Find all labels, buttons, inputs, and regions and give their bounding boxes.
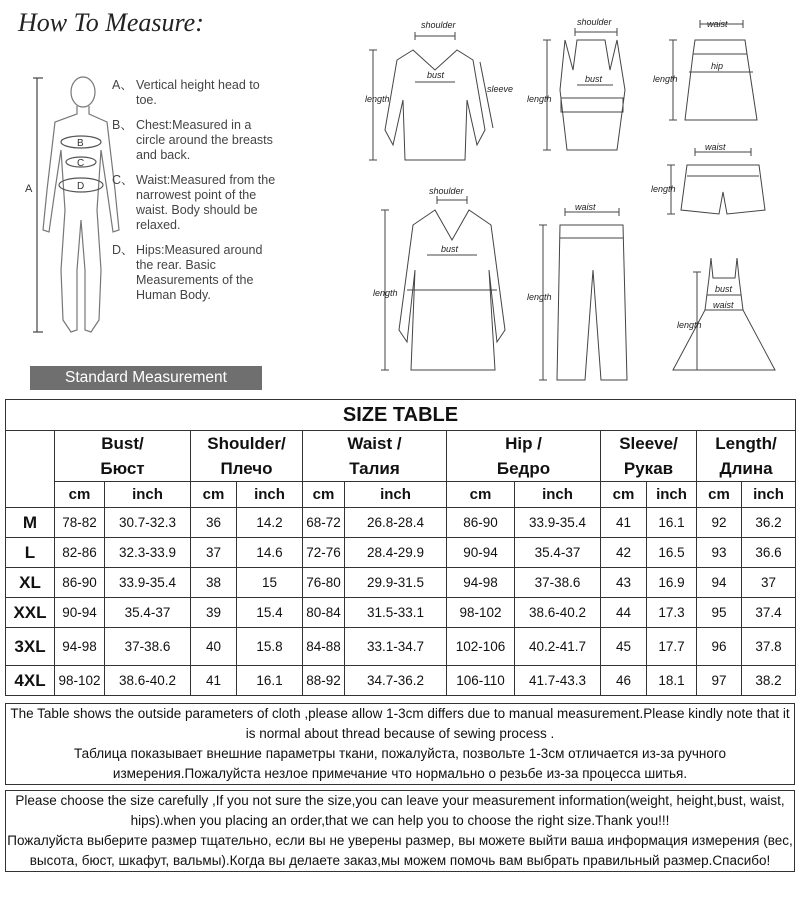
- how-to-measure-title: How To Measure:: [18, 8, 204, 37]
- size-value: 37: [191, 538, 237, 568]
- size-value: 76-80: [303, 568, 345, 598]
- size-value: 41: [601, 508, 647, 538]
- size-value: 37-38.6: [515, 568, 601, 598]
- size-value: 46: [601, 666, 647, 696]
- size-value: 93: [697, 538, 742, 568]
- size-value: 30.7-32.3: [105, 508, 191, 538]
- coat-length-label: length: [373, 288, 398, 298]
- label-d: D: [77, 181, 85, 192]
- size-value: 28.4-29.9: [345, 538, 447, 568]
- blank-corner: [6, 431, 55, 508]
- size-table-title: SIZE TABLE: [6, 400, 796, 431]
- label-a: A: [25, 183, 33, 195]
- size-label: 4XL: [6, 666, 55, 696]
- col-shoulder: Shoulder/ Плечо: [191, 431, 303, 482]
- unit-cell: inch: [515, 482, 601, 508]
- size-value: 41.7-43.3: [515, 666, 601, 696]
- size-value: 102-106: [447, 628, 515, 666]
- unit-cell: cm: [303, 482, 345, 508]
- size-value: 96: [697, 628, 742, 666]
- size-value: 38.2: [742, 666, 796, 696]
- col-length: Length/ Длина: [697, 431, 796, 482]
- size-value: 36.6: [742, 538, 796, 568]
- size-table: [5, 399, 796, 696]
- size-value: 35.4-37: [515, 538, 601, 568]
- size-label: L: [6, 538, 55, 568]
- size-value: 90-94: [55, 598, 105, 628]
- size-value: 33.1-34.7: [345, 628, 447, 666]
- table-row: [6, 508, 796, 538]
- measurement-item: B、 Chest:Measured in a circle around the breasts and back.: [112, 118, 273, 162]
- shorts-length-label: length: [651, 184, 676, 194]
- size-value: 40.2-41.7: [515, 628, 601, 666]
- skirt-length-label: length: [653, 74, 678, 84]
- dress-bust-label: bust: [715, 284, 733, 294]
- measurement-item: A、 Vertical height head to toe.: [112, 78, 260, 107]
- note-table-explanation: [5, 703, 795, 785]
- size-value: 38: [191, 568, 237, 598]
- blouse-shoulder-label: shoulder: [421, 20, 456, 30]
- size-value: 29.9-31.5: [345, 568, 447, 598]
- size-value: 72-76: [303, 538, 345, 568]
- size-rows: [6, 508, 796, 696]
- label-c: C: [77, 158, 85, 169]
- size-value: 36: [191, 508, 237, 538]
- garment-diagrams: [355, 10, 800, 395]
- size-value: 86-90: [55, 568, 105, 598]
- measurement-item: C、 Waist:Measured from the narrowest point of the waist. Body should be relaxed.: [112, 173, 276, 232]
- size-value: 37-38.6: [105, 628, 191, 666]
- size-value: 95: [697, 598, 742, 628]
- size-value: 33.9-35.4: [105, 568, 191, 598]
- table-row: [6, 598, 796, 628]
- size-value: 43: [601, 568, 647, 598]
- size-value: 34.7-36.2: [345, 666, 447, 696]
- size-value: 106-110: [447, 666, 515, 696]
- size-value: 84-88: [303, 628, 345, 666]
- size-value: 35.4-37: [105, 598, 191, 628]
- size-value: 94: [697, 568, 742, 598]
- note-ru: Таблица показывает внешние параметры ткани, пожалуйста, позвольте 1-3см отличается из-за ручного измерения.Пожалуйста незлое примечание что нормально о резьбе из-за процесса шитья.: [74, 746, 726, 781]
- unit-cell: inch: [647, 482, 697, 508]
- size-value: 15.8: [237, 628, 303, 666]
- measurement-item: D、 Hips:Measured around the rear. Basic Measurements of the Human Body.: [112, 243, 263, 302]
- size-value: 36.2: [742, 508, 796, 538]
- size-value: 45: [601, 628, 647, 666]
- size-value: 68-72: [303, 508, 345, 538]
- dress-waist-label: waist: [713, 300, 734, 310]
- size-value: 14.2: [237, 508, 303, 538]
- size-value: 86-90: [447, 508, 515, 538]
- size-value: 15: [237, 568, 303, 598]
- vest-length-label: length: [527, 94, 552, 104]
- coat-bust-label: bust: [441, 244, 459, 254]
- size-value: 32.3-33.9: [105, 538, 191, 568]
- size-value: 31.5-33.1: [345, 598, 447, 628]
- unit-cell: inch: [237, 482, 303, 508]
- standard-measurement-banner: Standard Measurement: [30, 366, 262, 390]
- size-value: 26.8-28.4: [345, 508, 447, 538]
- size-label: XL: [6, 568, 55, 598]
- size-value: 80-84: [303, 598, 345, 628]
- note-en: The Table shows the outside parameters of cloth ,please allow 1-3cm differs due to manual measurement.Please kindly note that it is normal about thread because of sewing process .: [10, 706, 790, 741]
- col-bust: Bust/ Бюст: [55, 431, 191, 482]
- unit-cell: cm: [697, 482, 742, 508]
- size-value: 38.6-40.2: [515, 598, 601, 628]
- size-value: 90-94: [447, 538, 515, 568]
- size-value: 17.7: [647, 628, 697, 666]
- size-value: 92: [697, 508, 742, 538]
- size-value: 37.8: [742, 628, 796, 666]
- size-label: 3XL: [6, 628, 55, 666]
- size-value: 17.3: [647, 598, 697, 628]
- size-value: 16.9: [647, 568, 697, 598]
- size-value: 41: [191, 666, 237, 696]
- size-value: 94-98: [447, 568, 515, 598]
- size-value: 44: [601, 598, 647, 628]
- size-value: 98-102: [447, 598, 515, 628]
- note-choose-size: [5, 790, 795, 872]
- unit-row: [6, 482, 796, 508]
- size-value: 16.5: [647, 538, 697, 568]
- size-value: 16.1: [647, 508, 697, 538]
- size-value: 88-92: [303, 666, 345, 696]
- measurement-list: [112, 78, 277, 313]
- blouse-sleeve-label: sleeve: [487, 84, 514, 94]
- unit-cell: inch: [742, 482, 796, 508]
- dress-length-label: length: [677, 320, 702, 330]
- table-row: [6, 628, 796, 666]
- blouse-bust-label: bust: [427, 70, 445, 80]
- blouse-length-label: length: [365, 94, 390, 104]
- col-waist: Waist / Талия: [303, 431, 447, 482]
- note-ru: Пожалуйста выберите размер тщательно, если вы не уверены размер, вы можете выйти ваша информация измерения (вес, высота, бюст, шкафут, вальмы).Когда вы делаете заказ,мы можем помочь вам выбрать правильный размер.Спасибо!: [7, 833, 793, 868]
- size-value: 15.4: [237, 598, 303, 628]
- unit-cell: cm: [55, 482, 105, 508]
- shorts-waist-label: waist: [705, 142, 726, 152]
- size-value: 33.9-35.4: [515, 508, 601, 538]
- skirt-waist-label: waist: [707, 19, 728, 29]
- size-value: 38.6-40.2: [105, 666, 191, 696]
- pants-waist-label: waist: [575, 202, 596, 212]
- size-value: 18.1: [647, 666, 697, 696]
- size-value: 78-82: [55, 508, 105, 538]
- vest-bust-label: bust: [585, 74, 603, 84]
- note-en: Please choose the size carefully ,If you not sure the size,you can leave your measurement information(weight, height,bust, waist, hips).when you placing an order,that we can help you to choose the right size.Thank you!!!: [15, 793, 785, 828]
- table-row: [6, 666, 796, 696]
- unit-cell: inch: [105, 482, 191, 508]
- unit-cell: cm: [191, 482, 237, 508]
- size-label: XXL: [6, 598, 55, 628]
- how-to-measure-section: [0, 0, 800, 395]
- size-value: 97: [697, 666, 742, 696]
- unit-cell: cm: [601, 482, 647, 508]
- table-row: [6, 568, 796, 598]
- size-value: 37.4: [742, 598, 796, 628]
- size-value: 37: [742, 568, 796, 598]
- size-value: 14.6: [237, 538, 303, 568]
- size-value: 98-102: [55, 666, 105, 696]
- col-hip: Hip / Бедро: [447, 431, 601, 482]
- size-label: M: [6, 508, 55, 538]
- unit-cell: inch: [345, 482, 447, 508]
- col-sleeve: Sleeve/ Рукав: [601, 431, 697, 482]
- unit-cell: cm: [447, 482, 515, 508]
- label-b: B: [77, 138, 84, 149]
- coat-shoulder-label: shoulder: [429, 186, 464, 196]
- size-value: 82-86: [55, 538, 105, 568]
- size-value: 16.1: [237, 666, 303, 696]
- size-value: 94-98: [55, 628, 105, 666]
- size-value: 42: [601, 538, 647, 568]
- size-value: 40: [191, 628, 237, 666]
- skirt-hip-label: hip: [711, 61, 724, 71]
- pants-length-label: length: [527, 292, 552, 302]
- vest-shoulder-label: shoulder: [577, 17, 612, 27]
- table-row: [6, 538, 796, 568]
- size-value: 39: [191, 598, 237, 628]
